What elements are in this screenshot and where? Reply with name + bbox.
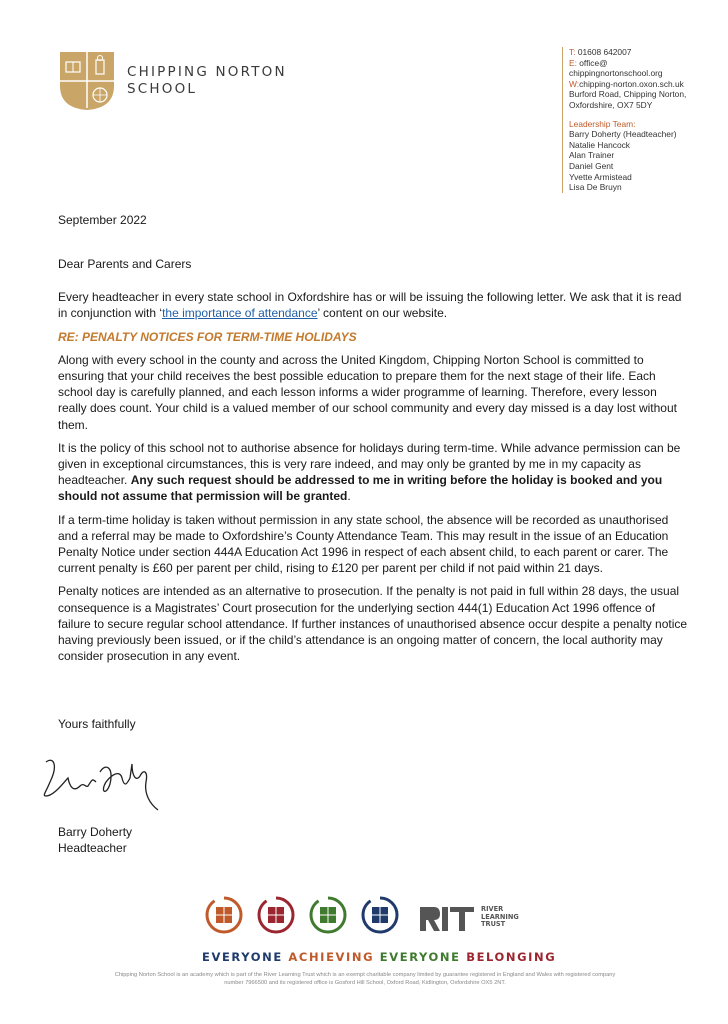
school-badge-icon (256, 895, 296, 935)
paragraph-3: If a term-time holiday is taken without permission in any state school, the absence will be recorded as unauthorised and a referral may be made to Oxfordshire’s County Attendance Team. This may result in the issue of an Education Penalty Notice under section 444A Education Act 1996 in respect of each absent child, to each parent or carer. The current penalty is £60 per parent per child, rising to £120 per parent per child if not paid within 21 days. (58, 512, 669, 576)
paragraph-4: Penalty notices are intended as an alternative to prosecution. If the penalty is not paid in full within 28 days, the usual consequence is a Magistrates’ Court prosecution for the underlying section 444(1) Education Act 1996 offence of failure to secure regular school attendance. If further instances of unauthorised absence occur despite a penalty notice having previously been issued, or if the child’s attendance is an ongoing matter of concern, the local authority may consider prosecution in any event. (58, 584, 688, 664)
web-line (569, 79, 728, 90)
email-label: E: (569, 57, 577, 68)
leadership-member: Daniel Gent (569, 160, 614, 171)
paragraph-2-end: . (347, 489, 351, 504)
email-address-line2[interactable]: chippingnortonschool.org (569, 68, 663, 79)
school-badge-icon (308, 895, 348, 935)
address-line2: Oxfordshire, OX7 5DY (569, 99, 653, 110)
paragraph-1: Along with every school in the county and across the United Kingdom, Chipping Norton School is committed to ensuring that your child receives the best possible education to prepare them for the next stage of their life. Each school day is carefully planned, and each lesson informs a wider programme of learning. Therefore, every lesson really does count. Your child is a valued member of our school community and every day missed is a day lost without them. (58, 352, 677, 432)
value-belonging: BELONGING (466, 950, 557, 964)
importance-of-attendance-link[interactable]: the importance of attendance (162, 306, 318, 321)
leadership-member: Natalie Hancock (569, 139, 630, 150)
river-learning-trust-logo-icon (418, 903, 478, 935)
address-line1: Burford Road, Chipping Norton, (569, 89, 687, 100)
letter-date: September 2022 (58, 213, 147, 227)
signer-block (58, 824, 132, 856)
school-crest-logo (58, 50, 116, 112)
intro-text: Every headteacher in every state school in Oxfordshire has or will be issuing the following letter. We ask that it is read in conjunction with ‘ (58, 290, 682, 321)
telephone-number: 01608 642007 (577, 47, 632, 57)
value-everyone: EVERYONE (202, 950, 289, 964)
signer-title: Headteacher (58, 841, 127, 855)
leadership-member: Lisa De Bruyn (569, 182, 622, 193)
school-name-line2: SCHOOL (127, 81, 198, 97)
school-badge-icon (204, 895, 244, 935)
greeting: Dear Parents and Carers (58, 257, 192, 271)
web-label: W: (569, 78, 580, 89)
letter-heading: RE: PENALTY NOTICES FOR TERM-TIME HOLIDAYS (58, 329, 357, 344)
leadership-member: Barry Doherty (Headteacher) (569, 129, 677, 140)
email-line (569, 58, 728, 69)
email-address-line1[interactable]: office@ (579, 57, 608, 68)
signature (40, 752, 170, 814)
contact-block (562, 47, 728, 193)
telephone-line (569, 47, 728, 58)
trust-name-line2: LEARNING (481, 912, 519, 921)
leadership-heading: Leadership Team: (569, 118, 636, 129)
trust-name-line3: TRUST (481, 920, 506, 929)
intro-paragraph (58, 289, 688, 321)
legal-notice: Chipping Norton School is an academy which is part of the River Learning Trust which is an exempt charitable company limited by guarantee registered in England and Wales with registered company number 7966500 and its registered office is Gosford Hill School, Oxford Road, Kidlington, Oxfordshire OX5 2NT. (114, 972, 616, 986)
telephone-label: T: (569, 47, 576, 57)
value-everyone: EVERYONE (379, 950, 467, 964)
leadership-member: Yvette Armistead (569, 171, 632, 182)
school-name (127, 64, 287, 98)
website-link[interactable]: chipping-norton.oxon.sch.uk (579, 78, 684, 89)
letter-body (58, 256, 688, 671)
school-name-line1: CHIPPING NORTON (127, 64, 287, 80)
trust-name (481, 906, 519, 929)
paragraph-2 (58, 440, 688, 505)
value-achieving: ACHIEVING (288, 950, 380, 964)
signer-name: Barry Doherty (58, 825, 133, 839)
trust-name-line1: RIVER (481, 905, 504, 913)
leadership-member: Alan Trainer (569, 150, 615, 161)
paragraph-2-bold: Any such request should be addressed to me in writing before the holiday is booked and you should not assume that permission will be granted (58, 473, 663, 504)
intro-text-end: ’ content on our website. (317, 306, 448, 321)
values-strapline (202, 950, 556, 964)
school-badge-icon (360, 895, 400, 935)
closing: Yours faithfully (58, 717, 136, 731)
paragraph-2-text: It is the policy of this school not to authorise absence for holidays during term-time. While advance permission can be given in exceptional circumstances, this is very rare indeed, and may only be granted by me in my capacity as headteacher. (58, 440, 681, 488)
